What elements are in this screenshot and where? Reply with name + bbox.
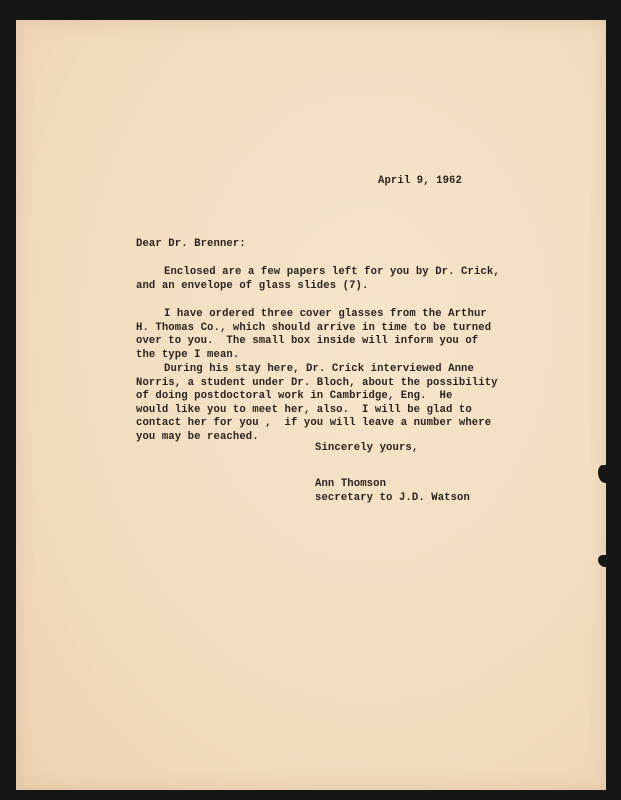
paragraph-3 bbox=[136, 363, 498, 444]
paragraph-line: you may be reached. bbox=[136, 430, 259, 443]
torn-edge bbox=[598, 555, 610, 567]
torn-edge bbox=[598, 465, 610, 483]
paragraph-line: would like you to meet her, also. I will be glad to bbox=[136, 403, 472, 416]
letter-page bbox=[16, 20, 606, 790]
paragraph-line: the type I mean. bbox=[136, 348, 240, 361]
letter-date: April 9, 1962 bbox=[378, 175, 462, 187]
paragraph-line: During his stay here, Dr. Crick interviewed Anne bbox=[164, 363, 474, 375]
paragraph-line: I have ordered three cover glasses from the Arthur bbox=[164, 308, 487, 320]
paragraph-line: and an envelope of glass slides (7). bbox=[136, 279, 369, 292]
closing: Sincerely yours, bbox=[315, 442, 419, 454]
paragraph-line: H. Thomas Co., which should arrive in time to be turned bbox=[136, 321, 492, 334]
paragraph-line: Enclosed are a few papers left for you by Dr. Crick, bbox=[164, 266, 500, 278]
signer-title: secretary to J.D. Watson bbox=[315, 492, 470, 504]
paragraph-line: contact her for you , if you will leave a number where bbox=[136, 417, 492, 429]
paragraph-1 bbox=[136, 266, 500, 293]
paragraph-line: over to you. The small box inside will inform you of bbox=[136, 335, 479, 347]
paragraph-2 bbox=[136, 308, 491, 362]
paragraph-line: of doing postdoctoral work in Cambridge, Eng. He bbox=[136, 390, 453, 402]
paragraph-line: Norris, a student under Dr. Bloch, about the possibility bbox=[136, 376, 498, 389]
salutation: Dear Dr. Brenner: bbox=[136, 238, 246, 250]
signer-name: Ann Thomson bbox=[315, 478, 387, 490]
